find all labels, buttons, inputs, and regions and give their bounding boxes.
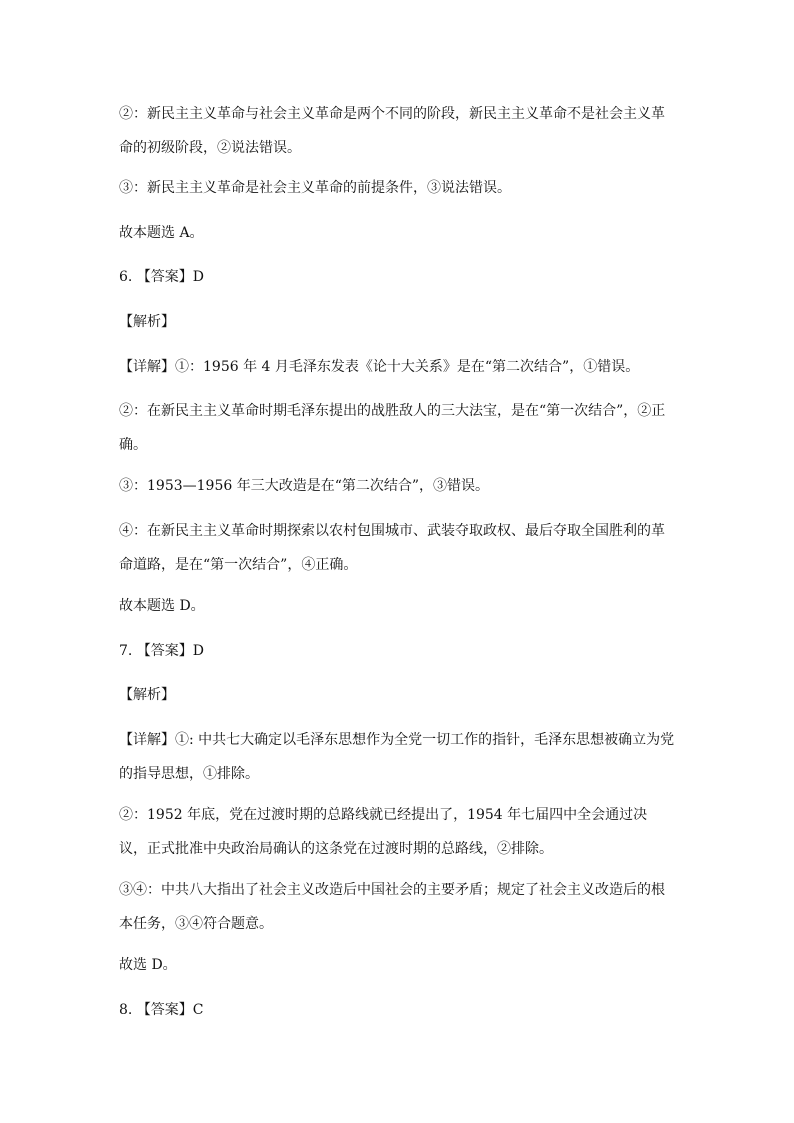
detail-option-2-q6: ②：在新民主主义革命时期毛泽东提出的战胜敌人的三大法宝，是在“第一次结合”，②正确。 [119,403,666,453]
analysis-heading-q6: 【解析】 [119,314,175,330]
answer-heading-q8: 8. 【答案】C [119,1002,204,1018]
paragraph-option-3-analysis: ③：新民主主义革命是社会主义革命的前提条件，③说法错误。 [119,180,511,196]
detail-option-3-q6: ③：1953—1956 年三大改造是在“第二次结合”，③错误。 [119,478,490,494]
paragraph-option-2-analysis: ②：新民主主义革命与社会主义革命是两个不同的阶段，新民主主义革命不是社会主义革命的初级阶段，②说法错误。 [119,106,665,156]
detail-option-1-q6: 【详解】①：1956 年 4 月毛泽东发表《论十大关系》是在“第二次结合”，①错误。 [119,359,640,375]
analysis-heading-q7: 【解析】 [119,687,175,703]
paragraph-conclusion-q5: 故本题选 A。 [119,225,204,241]
detail-option-4-q6: ④：在新民主主义革命时期探索以农村包围城市、武装夺取政权、最后夺取全国胜利的革命道路，是在“第一次结合”，④正确。 [119,523,665,573]
detail-option-1-q7: 【详解】①: 中共七大确定以毛泽东思想作为全党一切工作的指针，毛泽东思想被确立为党的指导思想，①排除。 [119,732,675,782]
detail-option-34-q7: ③④：中共八大指出了社会主义改造后中国社会的主要矛盾；规定了社会主义改造后的根本任务，③④符合题意。 [119,882,665,932]
detail-option-2-q7: ②：1952 年底，党在过渡时期的总路线就已经提出了，1954 年七届四中全会通过决议，正式批准中央政治局确认的这条党在过渡时期的总路线，②排除。 [119,807,648,857]
paragraph-conclusion-q6: 故本题选 D。 [119,598,205,614]
answer-heading-q7: 7. 【答案】D [119,643,205,659]
paragraph-conclusion-q7: 故选 D。 [119,957,177,973]
answer-heading-q6: 6. 【答案】D [119,269,205,285]
